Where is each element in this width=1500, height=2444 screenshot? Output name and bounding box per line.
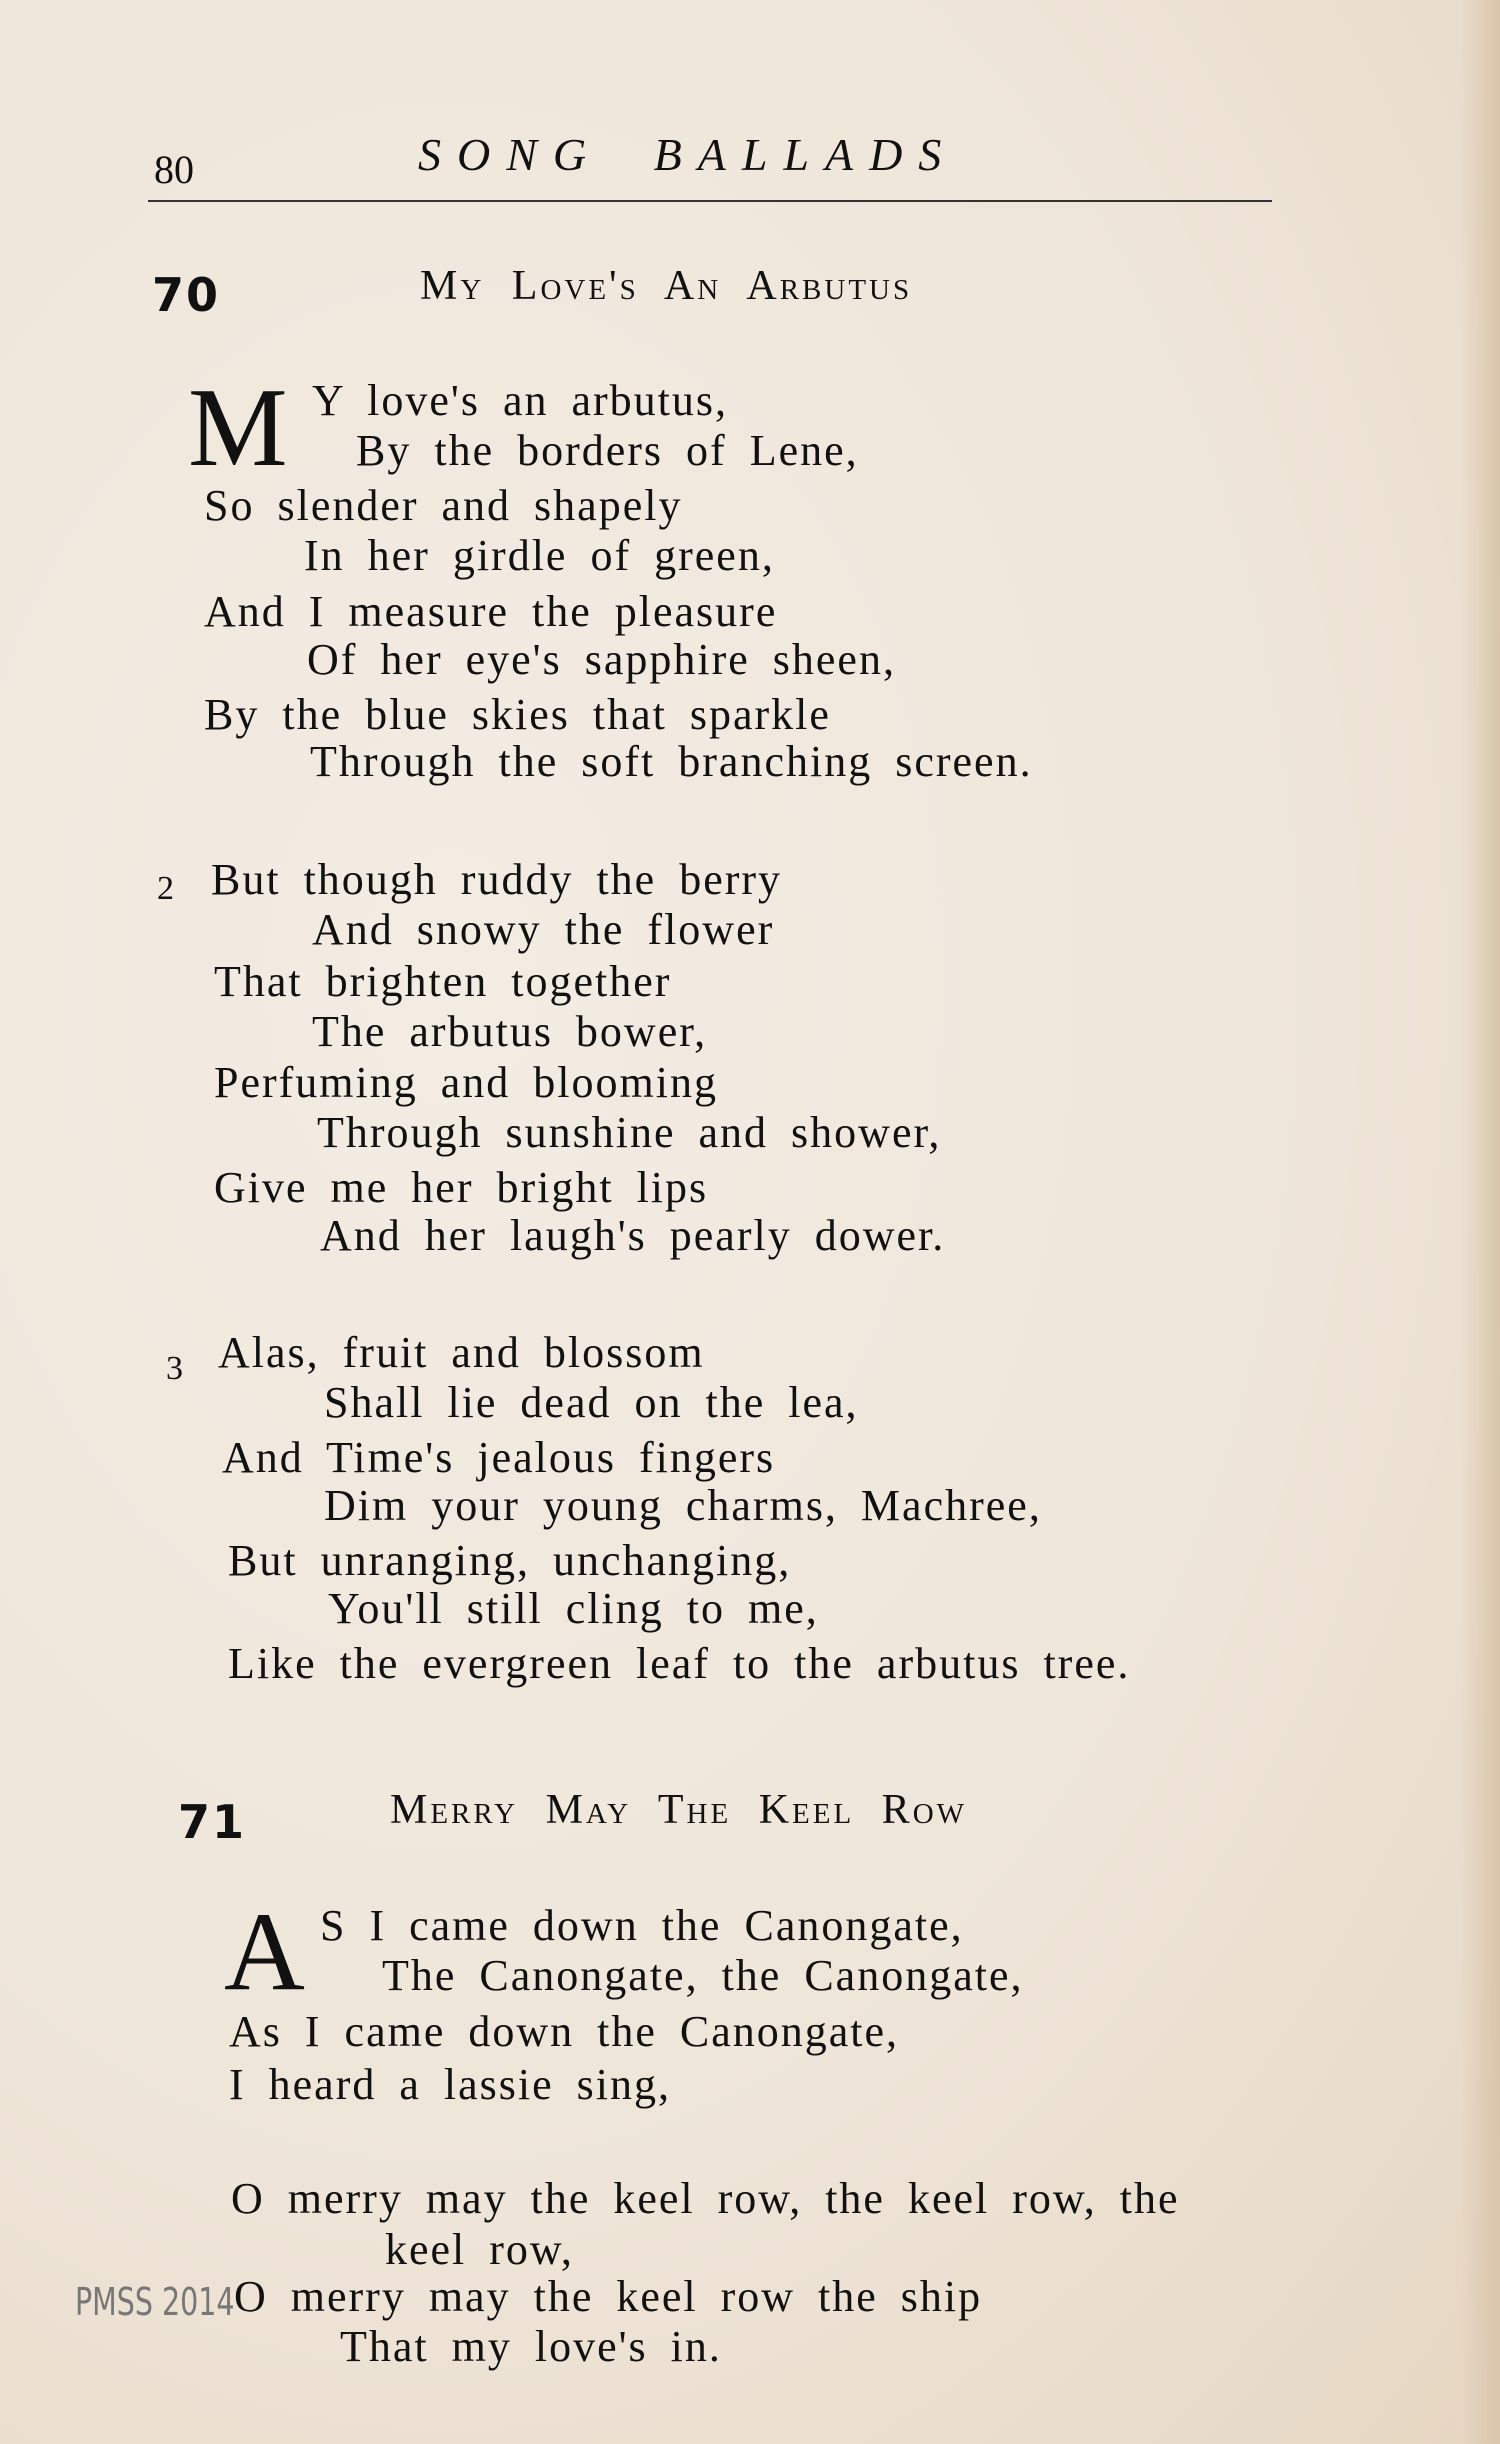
header-rule	[148, 200, 1272, 202]
stanza-number: 3	[166, 1350, 183, 1387]
verse-line: Like the evergreen leaf to the arbutus tree.	[228, 1639, 1131, 1688]
verse-line: Shall lie dead on the lea,	[324, 1378, 859, 1427]
verse-line: And snowy the flower	[312, 905, 775, 954]
verse-line: The arbutus bower,	[312, 1007, 708, 1056]
verse-line: Through the soft branching screen.	[310, 737, 1033, 786]
verse-line: But unranging, unchanging,	[228, 1536, 792, 1585]
stanza-number: 2	[157, 870, 174, 907]
verse-line: I heard a lassie sing,	[229, 2060, 671, 2109]
verse-line: By the blue skies that sparkle	[204, 690, 831, 739]
drop-cap: M	[188, 366, 288, 490]
verse-line: Of her eye's sapphire sheen,	[307, 635, 896, 684]
verse-line: But though ruddy the berry	[211, 855, 783, 904]
song-title: Merry May The Keel Row	[390, 1787, 968, 1833]
verse-line: keel row,	[385, 2225, 574, 2274]
watermark: PMSS 2014	[75, 2280, 235, 2324]
verse-line: So slender and shapely	[204, 481, 683, 530]
page-edge-shadow	[1460, 0, 1500, 2444]
verse-line: Through sunshine and shower,	[317, 1108, 942, 1157]
verse-line: You'll still cling to me,	[328, 1584, 819, 1633]
verse-line: Give me her bright lips	[214, 1163, 709, 1212]
verse-line: Alas, fruit and blossom	[218, 1328, 705, 1377]
verse-line: S I came down the Canongate,	[320, 1901, 964, 1950]
verse-line: That brighten together	[214, 957, 672, 1006]
drop-cap: A	[224, 1890, 305, 2014]
verse-line: That my love's in.	[340, 2322, 722, 2371]
song-number: 70	[152, 268, 221, 322]
page-number: 80	[154, 147, 194, 192]
verse-line: And I measure the pleasure	[204, 587, 778, 636]
verse-line: And her laugh's pearly dower.	[320, 1211, 946, 1260]
verse-line: By the borders of Lene,	[356, 426, 859, 475]
song-title: My Love's An Arbutus	[420, 263, 913, 309]
verse-line: O merry may the keel row, the keel row, the	[231, 2174, 1180, 2223]
verse-line: As I came down the Canongate,	[229, 2007, 900, 2056]
verse-line: And Time's jealous fingers	[222, 1433, 776, 1482]
verse-line: The Canongate, the Canongate,	[382, 1951, 1024, 2000]
verse-line: In her girdle of green,	[304, 531, 775, 580]
song-number: 71	[178, 1795, 247, 1849]
verse-line: Dim your young charms, Machree,	[324, 1481, 1042, 1530]
running-title: SONG BALLADS	[418, 129, 958, 180]
verse-line: Y love's an arbutus,	[312, 376, 729, 425]
verse-line: Perfuming and blooming	[214, 1058, 718, 1107]
verse-line: O merry may the keel row the ship	[234, 2272, 983, 2321]
